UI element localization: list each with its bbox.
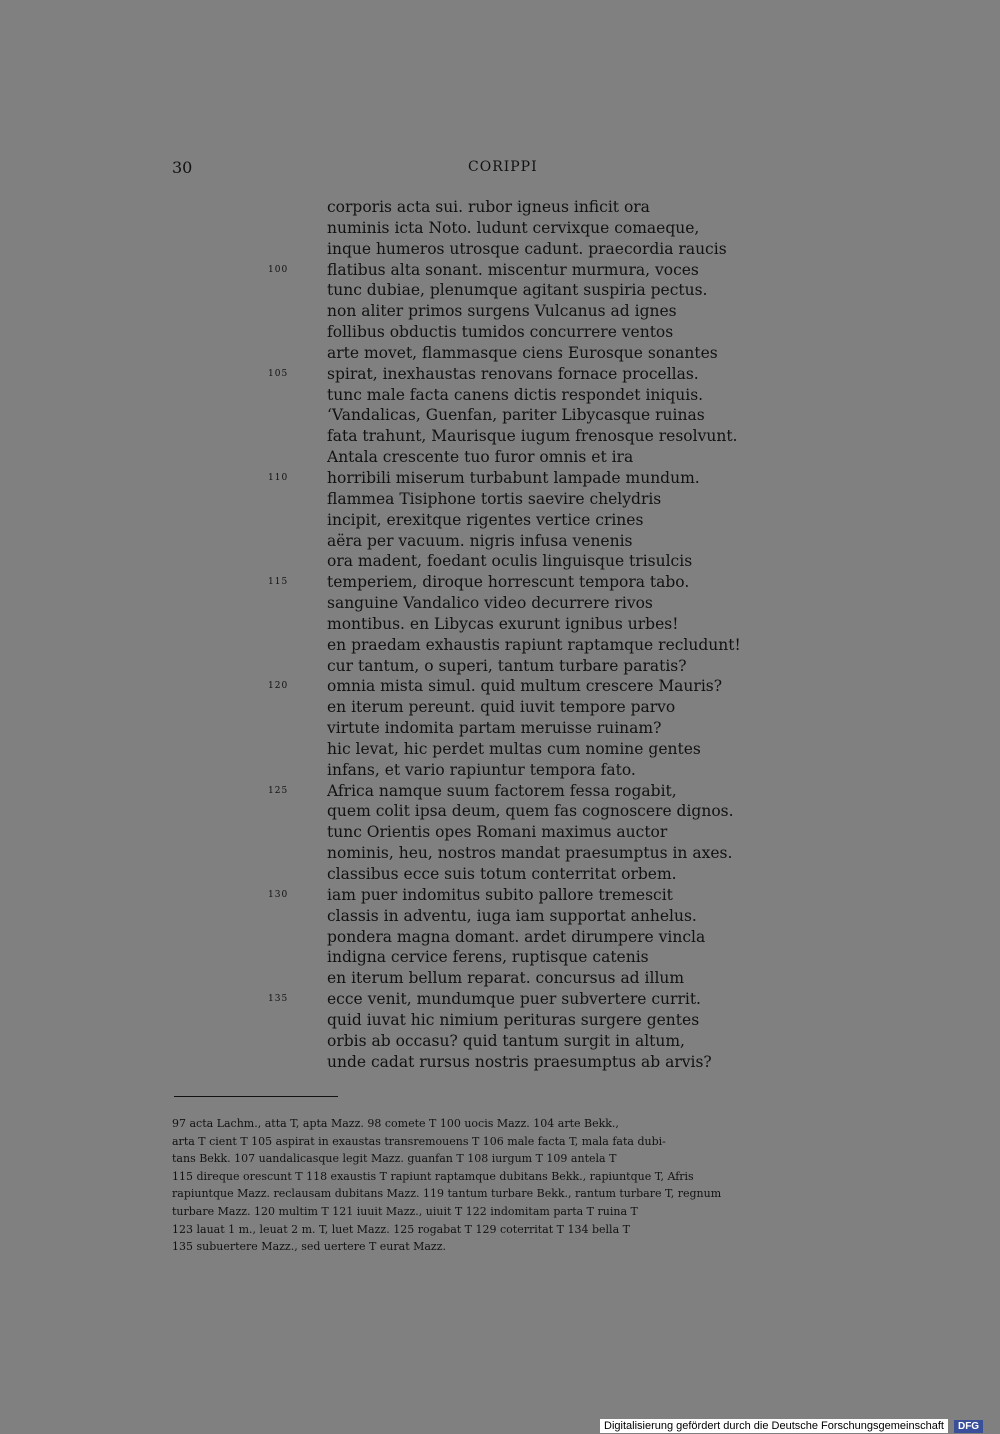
verse-line [268, 218, 748, 239]
verse-text: Africa namque suum factorem fessa rogabit, [327, 781, 677, 800]
verse-line [268, 656, 748, 677]
verse-line [268, 822, 748, 843]
critical-apparatus [172, 1115, 828, 1256]
apparatus-line: 135 subuertere Mazz., sed uertere T eurat Mazz. [172, 1240, 447, 1254]
verse-text: flammea Tisiphone tortis saevire chelydris [327, 489, 662, 508]
line-number: 125 [268, 785, 289, 796]
verse-line [268, 718, 748, 739]
verse-line [268, 614, 748, 635]
line-number: 115 [268, 577, 289, 588]
verse-line [268, 489, 748, 510]
verse-text: en iterum pereunt. quid iuvit tempore parvo [327, 698, 676, 717]
verse-line [268, 343, 748, 364]
apparatus-line: 97 acta Lachm., atta T, apta Mazz. 98 comete T 100 uocis Mazz. 104 arte Bekk., [172, 1117, 619, 1130]
apparatus-line: 123 lauat 1 m., leuat 2 m. T, luet Mazz. 125 rogabat T 129 coterritat T 134 bella T [172, 1222, 630, 1236]
verse-line [268, 405, 748, 426]
verse-line [268, 864, 748, 885]
verse-line [268, 906, 748, 927]
line-number: 120 [268, 681, 289, 692]
verse-text: pondera magna domant. ardet dirumpere vincla [327, 927, 706, 946]
verse-line [268, 301, 748, 322]
verse-line [268, 927, 748, 948]
verse-text: montibus. en Libycas exurunt ignibus urbes! [327, 614, 679, 633]
verse-line [268, 468, 748, 489]
verse-line [268, 280, 748, 301]
verse-line [268, 593, 748, 614]
verse-text: flatibus alta sonant. miscentur murmura, voces [327, 260, 699, 279]
verse-text: en praedam exhaustis rapiunt raptamque recludunt! [327, 635, 741, 654]
verse-text: classibus ecce suis totum conterritat orbem. [327, 865, 677, 883]
verse-text: numinis icta Noto. ludunt cervixque comaeque, [327, 218, 700, 237]
verse-line [268, 781, 748, 802]
verse-text: omnia mista simul. quid multum crescere Mauris? [327, 677, 723, 696]
verse-line [268, 989, 748, 1010]
verse-line [268, 885, 748, 906]
verse-line [268, 739, 748, 760]
verse-text: spirat, inexhaustas renovans fornace procellas. [327, 364, 699, 383]
verse-text: cur tantum, o superi, tantum turbare paratis? [327, 656, 687, 675]
verse-text: indigna cervice ferens, ruptisque catenis [327, 948, 649, 967]
footer-credit [600, 1418, 983, 1434]
running-head: CORIPPI [468, 159, 538, 175]
apparatus-line: 115 direque orescunt T 118 exaustis T rapiunt raptamque dubitans Bekk., rapiuntque T, Afris [172, 1169, 694, 1183]
line-number: 130 [268, 889, 289, 900]
verse-line [268, 968, 748, 989]
verse-text: temperiem, diroque horrescunt tempora tabo. [327, 573, 690, 592]
verse-line [268, 426, 748, 447]
verse-text: infans, et vario rapiuntur tempora fato. [327, 760, 636, 779]
verse-text: ‘Vandalicas, Guenfan, pariter Libycasque ruinas [327, 406, 705, 425]
verse-text: non aliter primos surgens Vulcanus ad ignes [327, 302, 677, 321]
verse-line [268, 260, 748, 281]
verse-text: en iterum bellum reparat. concursus ad illum [327, 969, 685, 988]
verse-text: tunc Orientis opes Romani maximus auctor [327, 823, 668, 842]
verse-line [268, 697, 748, 718]
verse-text: horribili miserum turbabunt lampade mundum. [327, 468, 700, 487]
verse-text: quid iuvat hic nimium perituras surgere gentes [327, 1010, 700, 1029]
verse-line [268, 531, 748, 552]
verse-line [268, 239, 748, 260]
verse-line [268, 1010, 748, 1031]
verse-line [268, 364, 748, 385]
footnote-rule [174, 1096, 338, 1097]
apparatus-line: tans Bekk. 107 uandalicasque legit Mazz. guanfan T 108 iurgum T 109 antela T [172, 1152, 617, 1166]
poem-text [268, 197, 748, 1072]
verse-text: arte movet, flammasque ciens Eurosque sonantes [327, 343, 718, 362]
verse-text: ecce venit, mundumque puer subvertere currit. [327, 990, 701, 1009]
verse-line [268, 801, 748, 822]
line-number: 110 [268, 472, 289, 483]
verse-line [268, 760, 748, 781]
footer-credit-text: Digitalisierung gefördert durch die Deutsche Forschungsgemeinschaft [600, 1419, 948, 1433]
verse-text: hic levat, hic perdet multas cum nomine gentes [327, 739, 701, 758]
verse-text: orbis ab occasu? quid tantum surgit in altum, [327, 1031, 685, 1050]
page-number: 30 [172, 158, 193, 177]
verse-line [268, 843, 748, 864]
verse-line [268, 322, 748, 343]
apparatus-line: turbare Mazz. 120 multim T 121 iuuit Mazz., uiuit T 122 indomitam parta T ruina T [172, 1204, 638, 1218]
line-number: 105 [268, 368, 289, 379]
verse-line [268, 572, 748, 593]
dfg-logo: DFG [954, 1420, 983, 1433]
line-number: 135 [268, 994, 289, 1005]
verse-text: Antala crescente tuo furor omnis et ira [327, 448, 634, 467]
verse-text: iam puer indomitus subito pallore tremescit [327, 885, 673, 904]
verse-line [268, 635, 748, 656]
verse-text: corporis acta sui. rubor igneus inficit ora [327, 198, 650, 216]
verse-text: quem colit ipsa deum, quem fas cognoscere dignos. [327, 802, 734, 821]
verse-text: ora madent, foedant oculis linguisque trisulcis [327, 552, 693, 571]
verse-line [268, 947, 748, 968]
verse-line [268, 676, 748, 697]
verse-text: tunc male facta canens dictis respondet iniquis. [327, 385, 704, 404]
verse-text: classis in adventu, iuga iam supportat anhelus. [327, 906, 697, 925]
verse-line [268, 551, 748, 572]
apparatus-line: arta T cient T 105 aspirat in exaustas transremouens T 106 male facta T, mala fata dubi- [172, 1134, 666, 1148]
verse-text: unde cadat rursus nostris praesumptus ab arvis? [327, 1052, 712, 1071]
verse-line [268, 447, 748, 468]
verse-line [268, 510, 748, 531]
verse-line [268, 1031, 748, 1052]
verse-text: incipit, erexitque rigentes vertice crines [327, 510, 644, 529]
verse-line [268, 197, 748, 218]
verse-text: follibus obductis tumidos concurrere ventos [327, 323, 674, 342]
verse-text: sanguine Vandalico video decurrere rivos [327, 594, 653, 613]
verse-line [268, 385, 748, 406]
verse-text: aëra per vacuum. nigris infusa venenis [327, 531, 633, 550]
verse-text: nominis, heu, nostros mandat praesumptus in axes. [327, 844, 733, 863]
verse-line [268, 1052, 748, 1073]
apparatus-line: rapiuntque Mazz. reclausam dubitans Mazz. 119 tantum turbare Bekk., rantum turbare T, regnum [172, 1187, 722, 1201]
verse-text: virtute indomita partam meruisse ruinam? [327, 719, 662, 738]
verse-text: tunc dubiae, plenumque agitant suspiria pectus. [327, 281, 708, 300]
line-number: 100 [268, 264, 289, 275]
verse-text: inque humeros utrosque cadunt. praecordia raucis [327, 239, 727, 258]
verse-text: fata trahunt, Maurisque iugum frenosque resolvunt. [327, 427, 738, 446]
